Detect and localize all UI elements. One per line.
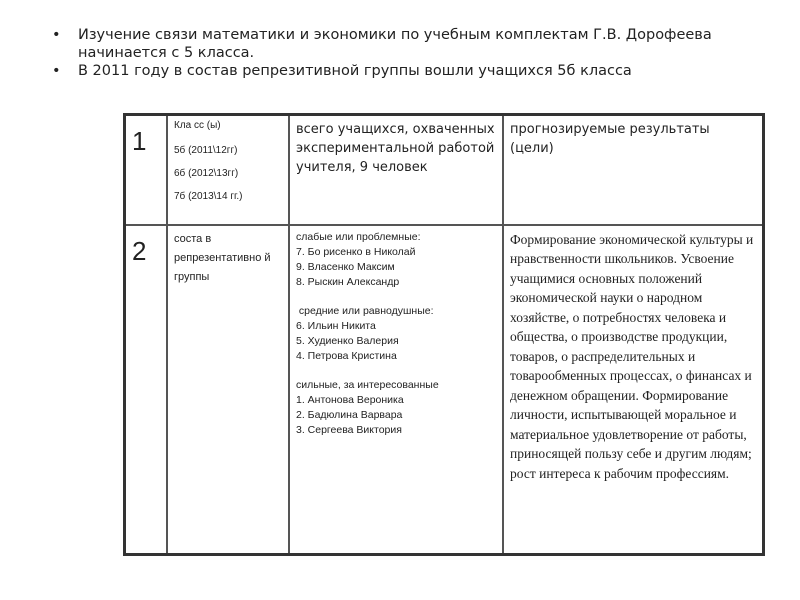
- class-item: 6б (2012\13гг): [174, 168, 239, 179]
- bullet-item: • Изучение связи математики и экономики по учебным комплектам Г.В. Дорофеева начинается с 5 класса.: [52, 26, 792, 62]
- group-title: сильные, за интересованные: [296, 378, 439, 391]
- row-number: 2: [125, 225, 168, 555]
- student-item: 4. Петрова Кристина: [296, 349, 397, 362]
- results-header-cell: прогнозируемые результаты (цели): [503, 115, 764, 225]
- student-item: 6. Ильин Никита: [296, 319, 376, 332]
- table-row: [125, 225, 764, 555]
- student-item: 7. Бо рисенко в Николай: [296, 245, 416, 258]
- groups-cell: [289, 225, 503, 555]
- class-item: 5б (2011\12гг): [174, 145, 238, 156]
- student-item: 5. Худиенко Валерия: [296, 334, 399, 347]
- bullet-item: • В 2011 году в состав репрезитивной группы вошли учащихся 5б класса: [52, 62, 792, 80]
- group-label-cell: соста в репрезентативно й группы: [167, 225, 289, 555]
- total-students-cell: всего учащихся, охваченных экспериментальной работой учителя, 9 человек: [289, 115, 503, 225]
- row-number: 1: [125, 115, 168, 225]
- experiment-table: [123, 113, 765, 556]
- goals-cell: Формирование экономической культуры и нравственности школьников. Усвоение учащимися основных положений экономической науки о народном хозяйстве, о потребностях человека и общества, о производстве продукции, товаров, о распределительных и товарообменных процессах, о финансах и денежном обращении. Формирование личности, испытывающей моральное и материальное удовлетворение от работы, приносящей пользу себе и другим людям; рост интереса к рабочим профессиям.: [503, 225, 764, 555]
- classes-cell: [167, 115, 289, 225]
- intro-bullets: [52, 26, 792, 80]
- student-item: 2. Бадюлина Варвара: [296, 408, 403, 421]
- student-item: 3. Сергеева Виктория: [296, 423, 402, 436]
- student-item: 1. Антонова Вероника: [296, 393, 404, 406]
- table-row: [125, 115, 764, 225]
- student-item: 9. Власенко Максим: [296, 260, 395, 273]
- class-item: 7б (2013\14 гг.): [174, 191, 243, 202]
- classes-label: Кла сс (ы): [174, 120, 221, 131]
- group-title: слабые или проблемные:: [296, 230, 421, 243]
- group-title: средние или равнодушные:: [296, 304, 434, 317]
- student-item: 8. Рыскин Александр: [296, 275, 400, 288]
